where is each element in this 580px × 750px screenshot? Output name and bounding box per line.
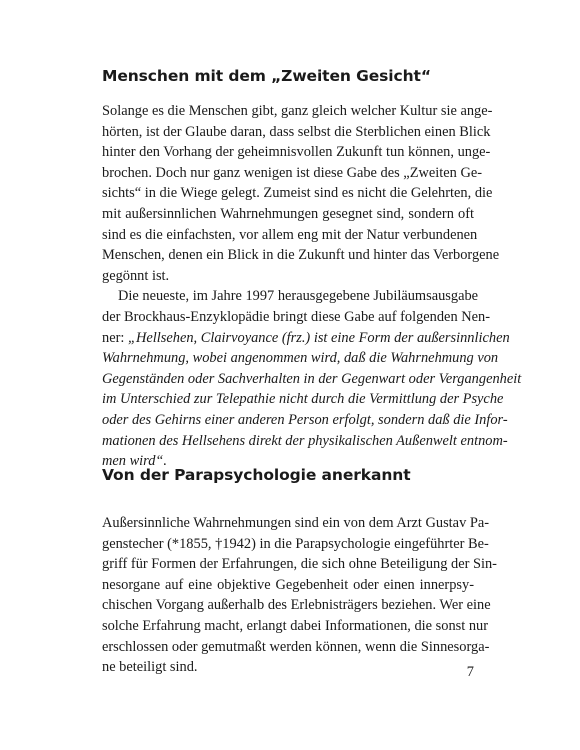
text-line: griff für Formen der Erfahrungen, die sich ohne Beteiligung der Sin-	[102, 556, 497, 573]
text-line: Die neueste, im Jahre 1997 herausgegebene Jubiläumsausgabe	[118, 288, 479, 305]
text-line: Menschen, denen ein Blick in die Zukunft und hinter das Verborgene	[102, 247, 500, 264]
section-heading-zweites-gesicht: Menschen mit dem „Zweiten Gesicht“	[102, 67, 431, 85]
text-line: brochen. Doch nur ganz wenigen ist diese Gabe des „Zweiten Ge-	[102, 164, 483, 181]
quote-italic: „Hellsehen, Clairvoyance (frz.) ist eine Form der außersinnlichen	[127, 329, 510, 346]
quote-line: mationen des Hellsehens direkt der physikalischen Außenwelt entnom-	[102, 432, 508, 449]
text-line: solche Erfahrung macht, erlangt dabei Informationen, die sonst nur	[102, 617, 489, 634]
text-line: Solange es die Menschen gibt, ganz gleich welcher Kultur sie ange-	[102, 103, 493, 119]
text-line: chischen Vorgang außerhalb des Erlebnisträgers beziehen. Wer eine	[102, 597, 491, 614]
quote-line: im Unterschied zur Telepathie nicht durch die Vermittlung der Psyche	[102, 391, 504, 408]
text-line-mixed	[102, 328, 510, 349]
text-plain: ner:	[102, 329, 128, 346]
text-line: der Brockhaus-Enzyklopädie bringt diese Gabe auf folgenden Nen-	[102, 308, 491, 325]
section-body-zweites-gesicht	[102, 101, 522, 472]
text-line: hinter den Vorhang der geheimnisvollen Zukunft tun können, unge-	[102, 144, 491, 161]
text-line: nesorgane auf eine objektive Gegebenheit oder einen innerpsy-	[102, 576, 474, 593]
section-heading-parapsychologie: Von der Parapsychologie anerkannt	[102, 466, 411, 484]
text-line: genstecher (*1855, †1942) in die Parapsychologie eingeführter Be-	[102, 535, 489, 552]
text-line: hörten, ist der Glaube daran, dass selbst die Sterblichen einen Blick	[102, 123, 491, 140]
quote-line: men wird“.	[102, 453, 168, 470]
text-line: erschlossen oder gemutmaßt werden können, wenn die Sinnesorga-	[102, 638, 490, 655]
quote-line: Gegenständen oder Sachverhalten in der Gegenwart oder Vergangenheit	[102, 370, 522, 387]
text-line: gegönnt ist.	[102, 267, 170, 284]
quote-line: Wahrnehmung, wobei angenommen wird, daß die Wahrnehmung von	[102, 350, 499, 367]
text-line: ne beteiligt sind.	[102, 659, 198, 676]
page-number: 7	[466, 664, 474, 680]
book-page	[102, 0, 522, 750]
section-body-parapsychologie	[102, 513, 497, 678]
quote-line: oder des Gehirns einer anderen Person erfolgt, sondern daß die Infor-	[102, 411, 508, 428]
text-line: sind es die einfachsten, vor allem eng mit der Natur verbundenen	[102, 226, 478, 243]
text-line: mit außersinnlichen Wahrnehmungen gesegnet sind, sondern oft	[102, 205, 474, 222]
text-line: Außersinnliche Wahrnehmungen sind ein von dem Arzt Gustav Pa-	[102, 515, 490, 531]
text-line: sichts“ in die Wiege gelegt. Zumeist sind es nicht die Gelehrten, die	[102, 185, 493, 202]
